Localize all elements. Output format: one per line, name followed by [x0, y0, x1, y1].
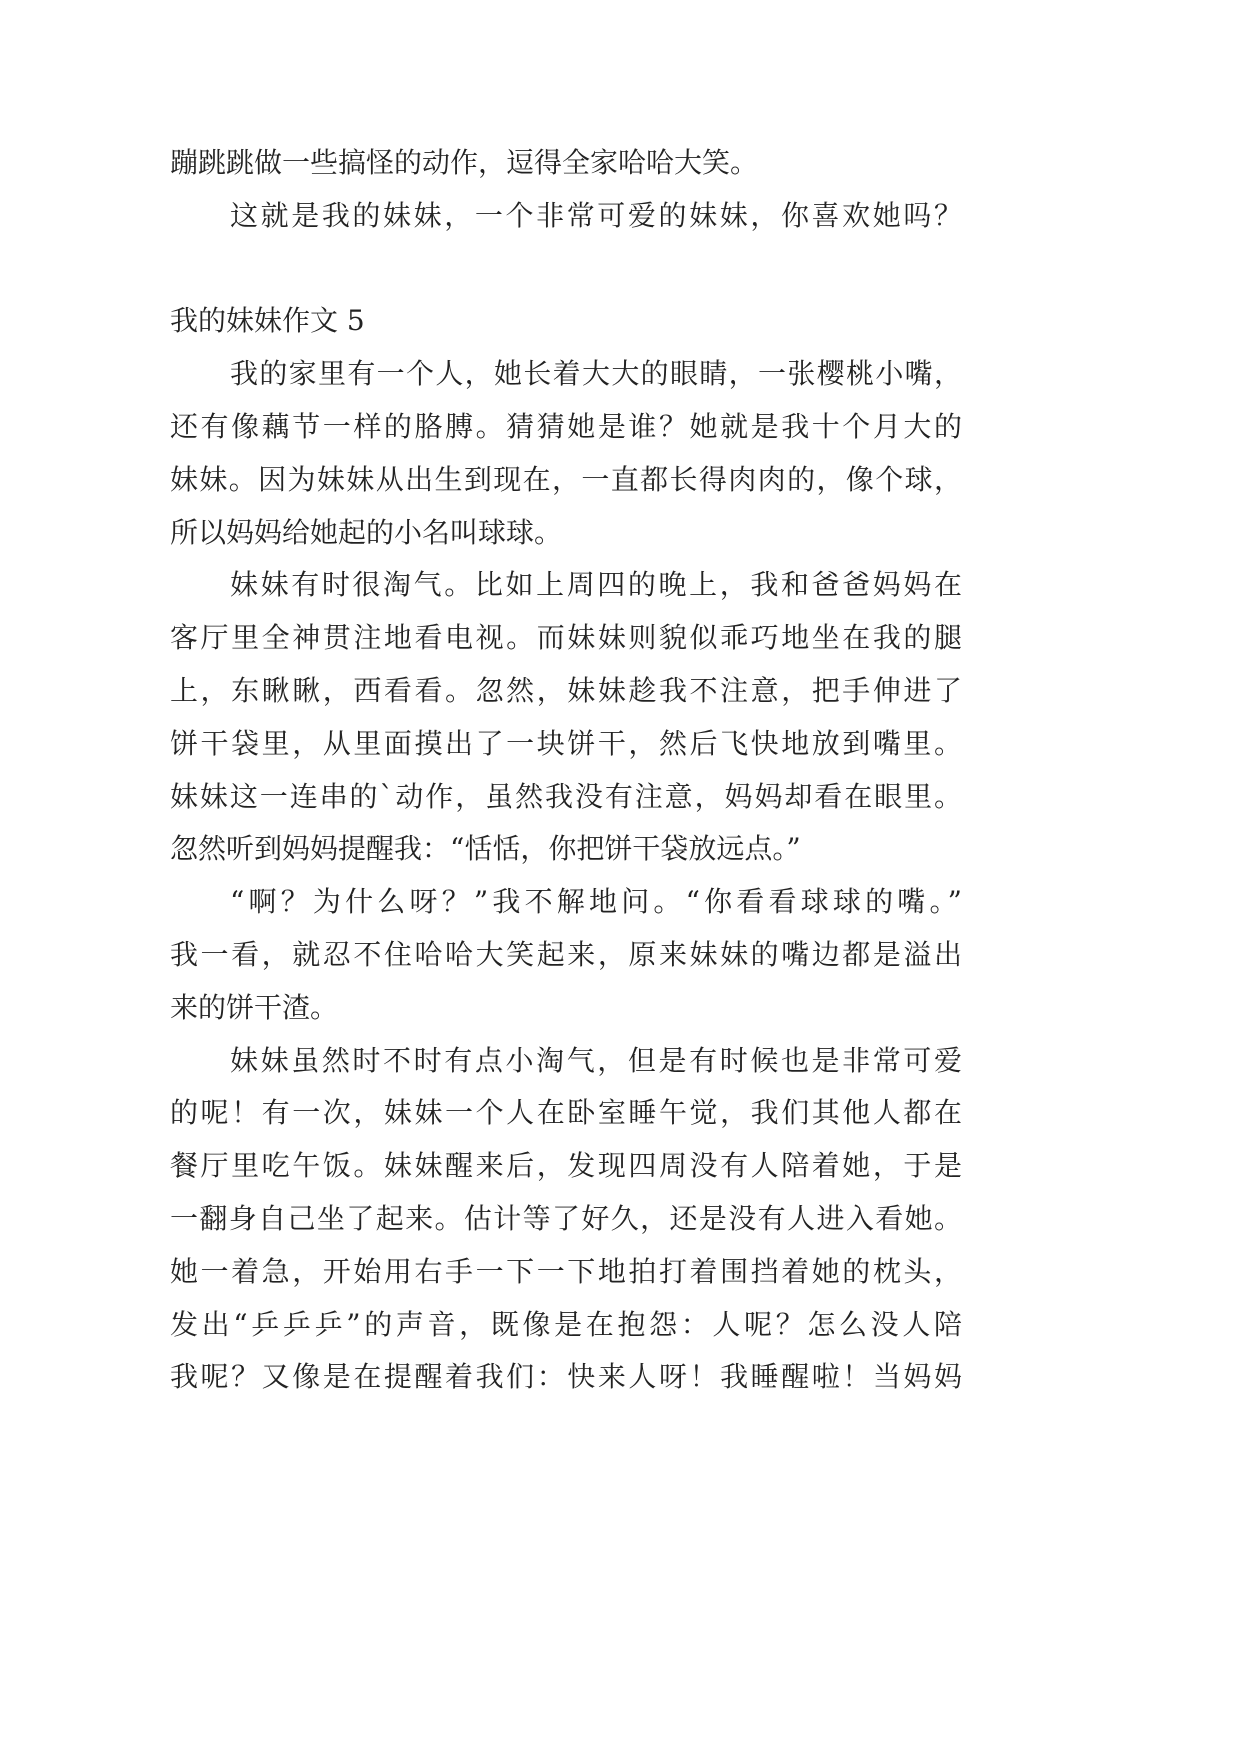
text-line: 妹妹。因为妹妹从出生到现在，一直都长得肉肉的，像个球，	[170, 462, 962, 496]
blank-line	[170, 243, 962, 296]
text-line: 所以妈妈给她起的小名叫球球。	[170, 515, 563, 549]
essay-heading: 我的妹妹作文 5	[170, 304, 365, 338]
text-line: 一翻身自己坐了起来。估计等了好久，还是没有人进入看她。	[170, 1201, 962, 1235]
text-line: 这就是我的妹妹，一个非常可爱的妹妹，你喜欢她吗？	[230, 198, 962, 232]
text-line: 忽然听到妈妈提醒我：“恬恬，你把饼干袋放远点。”	[170, 832, 801, 866]
text-line: 餐厅里吃午饭。妹妹醒来后，发现四周没有人陪着她，于是	[170, 1149, 962, 1183]
paragraph-continuation	[170, 137, 962, 190]
text-line: 客厅里全神贯注地看电视。而妹妹则貌似乖巧地坐在我的腿	[170, 621, 962, 655]
paragraph-2	[170, 559, 962, 876]
text-line: 上，东瞅瞅，西看看。忽然，妹妹趁我不注意，把手伸进了	[170, 673, 962, 707]
text-line: 饼干袋里，从里面摸出了一块饼干，然后飞快地放到嘴里。	[170, 726, 962, 760]
text-line: 妹妹有时很淘气。比如上周四的晚上，我和爸爸妈妈在	[230, 568, 962, 602]
text-line: 妹妹这一连串的`动作，虽然我没有注意，妈妈却看在眼里。	[170, 779, 962, 813]
text-line: 蹦跳跳做一些搞怪的动作，逗得全家哈哈大笑。	[170, 146, 759, 179]
document-body	[170, 137, 962, 1404]
text-line: 我呢？又像是在提醒着我们：快来人呀！我睡醒啦！当妈妈	[170, 1360, 962, 1394]
text-line: 我的家里有一个人，她长着大大的眼睛，一张樱桃小嘴，	[230, 357, 962, 391]
text-line: 的呢！有一次，妹妹一个人在卧室睡午觉，我们其他人都在	[170, 1096, 962, 1130]
text-line: 妹妹虽然时不时有点小淘气，但是有时候也是非常可爱	[230, 1043, 962, 1077]
text-line: 发出“乒乒乒”的声音，既像是在抱怨：人呢？怎么没人陪	[170, 1307, 962, 1341]
paragraph-3	[170, 876, 962, 1034]
text-line: 来的饼干渣。	[170, 990, 339, 1024]
paragraph-1	[170, 348, 962, 559]
text-line: “啊？为什么呀？”我不解地问。“你看看球球的嘴。”	[230, 885, 962, 919]
text-line: 她一着急，开始用右手一下一下地拍打着围挡着她的枕头，	[170, 1254, 962, 1288]
text-line: 我一看，就忍不住哈哈大笑起来，原来妹妹的嘴边都是溢出	[170, 937, 962, 971]
paragraph-closing	[170, 190, 962, 243]
paragraph-4	[170, 1035, 962, 1405]
text-line: 还有像藕节一样的胳膊。猜猜她是谁？她就是我十个月大的	[170, 409, 962, 443]
